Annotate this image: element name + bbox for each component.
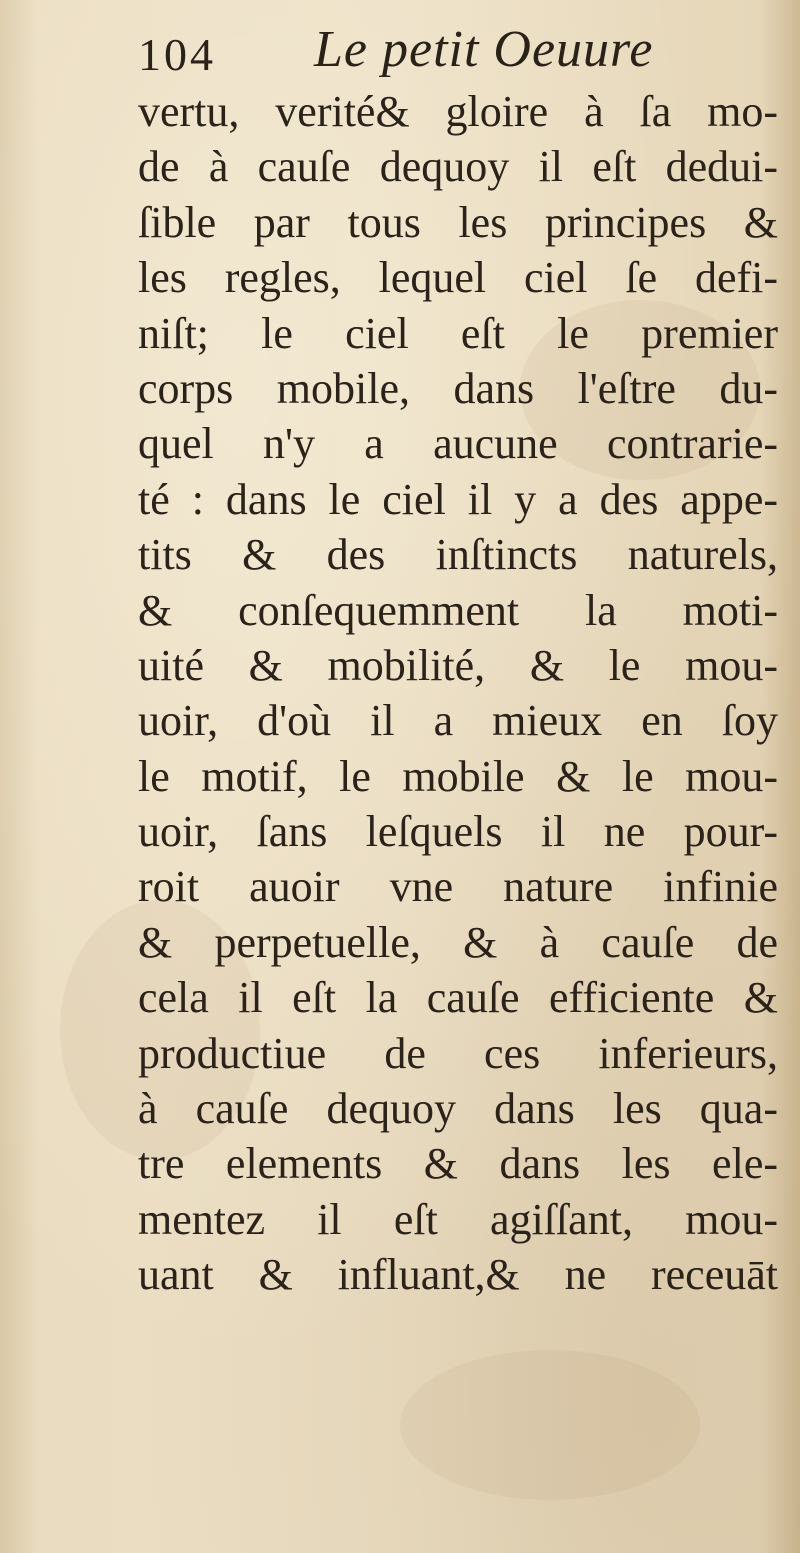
page-header — [138, 14, 778, 84]
text-line: les regles, lequel ciel ſe defi- — [138, 253, 778, 303]
text-line: uoir, d'où il a mieux en ſoy — [138, 696, 778, 746]
text-line: uité & mobilité, & le mou- — [138, 640, 778, 690]
text-line: uoir, ſans leſquels il ne pour- — [138, 807, 778, 857]
page-number: 104 — [138, 29, 216, 80]
text-line: productiue de ces inferieurs, — [138, 1028, 778, 1078]
text-line: de à cauſe dequoy il eſt dedui- — [138, 142, 778, 192]
text-line: le motif, le mobile & le mou- — [138, 751, 778, 801]
text-line: ſible par tous les principes & — [138, 197, 778, 247]
text-line: corps mobile, dans l'eſtre du- — [138, 363, 778, 413]
text-line: cela il eſt la cauſe efficiente & — [138, 973, 778, 1023]
text-line: té : dans le ciel il y a des appe- — [138, 474, 778, 524]
running-title: Le petit Oeuure — [314, 21, 654, 78]
paper-stain — [400, 1350, 700, 1500]
text-line: & conſequemment la moti- — [138, 585, 778, 635]
text-line: mentez il eſt agiſſant, mou- — [138, 1194, 778, 1244]
text-line: tre elements & dans les ele- — [138, 1139, 778, 1189]
text-line: & perpetuelle, & à cauſe de — [138, 917, 778, 967]
body-text — [138, 84, 778, 1303]
text-line: roit auoir vne nature infinie — [138, 862, 778, 912]
text-line: niſt; le ciel eſt le premier — [138, 308, 778, 358]
text-line: quel n'y a aucune contrarie- — [138, 419, 778, 469]
text-line: tits & des inſtincts naturels, — [138, 530, 778, 580]
text-line: uant & influant,& ne receuāt — [138, 1250, 778, 1300]
text-line: à cauſe dequoy dans les qua- — [138, 1084, 778, 1134]
text-line: vertu, verité& gloire à ſa mo- — [138, 87, 778, 136]
